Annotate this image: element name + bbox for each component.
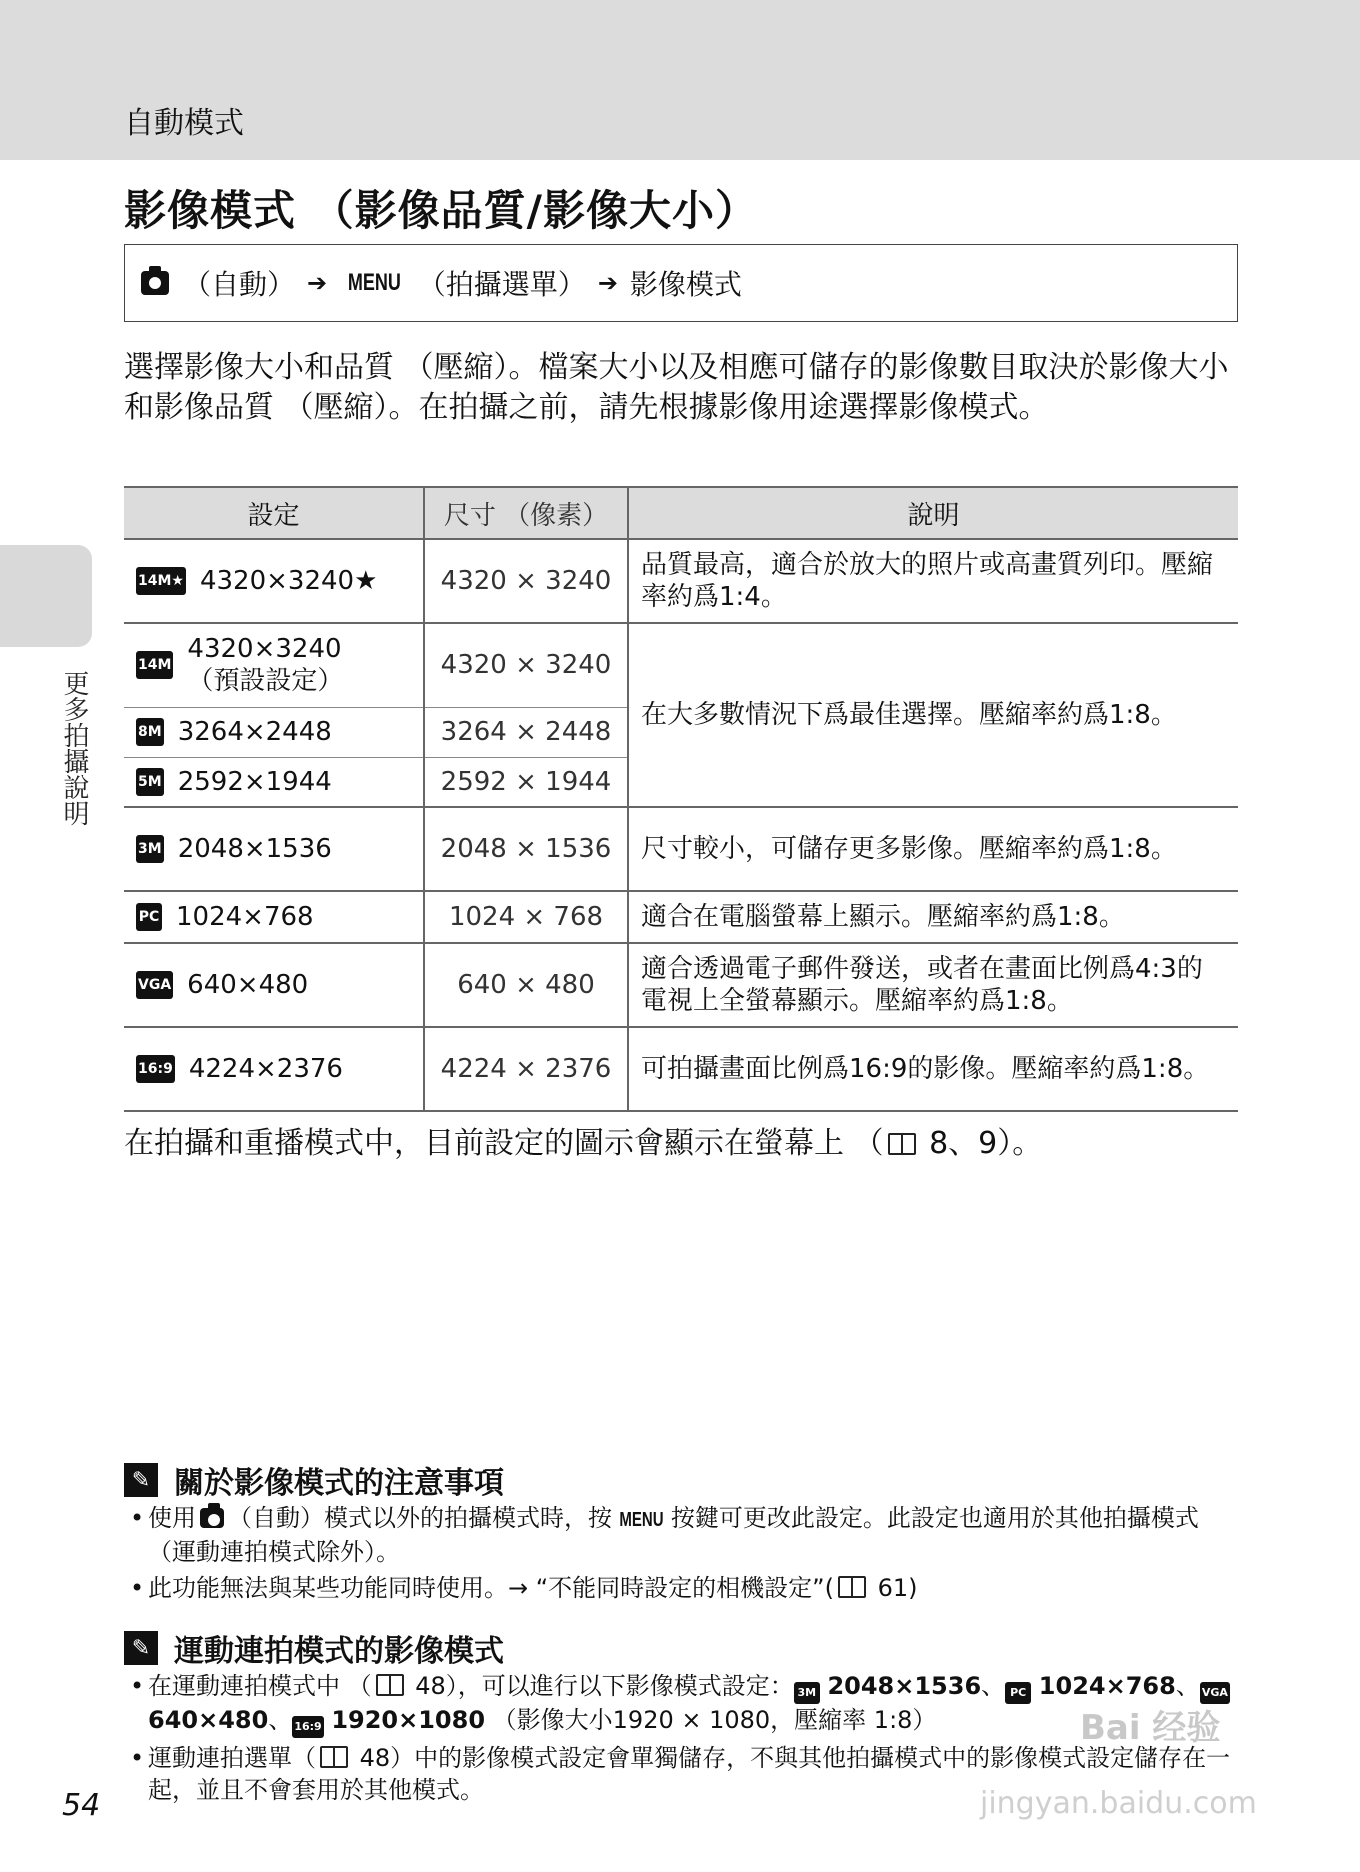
size-value: 3264 × 2448: [424, 707, 628, 757]
mode-14m-star-icon: 14M★: [136, 567, 186, 595]
setting-value: 640×480: [187, 970, 309, 1000]
text-run: 在運動連拍模式中 （: [148, 1672, 372, 1700]
size-value: 4224 × 2376: [424, 1027, 628, 1111]
setting-value: 3264×2448: [177, 717, 332, 747]
text-run: （影像大小1920 × 1080，壓縮率 1:8）: [485, 1706, 937, 1734]
description: 在大多數情況下爲最佳選擇。壓縮率約爲1:8。: [628, 623, 1238, 807]
mode-5m-icon: 5M: [136, 768, 164, 796]
list-item: [130, 1572, 1240, 1604]
text-run: （自動）模式以外的拍攝模式時，按: [228, 1504, 612, 1532]
mode-3m-icon: 3M: [794, 1682, 820, 1704]
intro-paragraph: 選擇影像大小和品質 （壓縮）。檔案大小以及相應可儲存的影像數目取決於影像大小和影像品質 （壓縮）。在拍攝之前，請先根據影像用途選擇影像模式。: [124, 350, 1229, 425]
side-tab: [0, 545, 92, 647]
note-heading-2: [124, 1626, 504, 1670]
setting-value: 4224×2376: [188, 1054, 343, 1084]
watermark-logo: Bai 经验: [1080, 1708, 1221, 1748]
mode-8m-icon: 8M: [136, 718, 164, 746]
setting-value: 2048×1536: [177, 834, 332, 864]
setting-value: 2592×1944: [177, 766, 332, 797]
description: 適合透過電子郵件發送，或者在畫面比例爲4:3的電視上全螢幕顯示。壓縮率約爲1:8。: [628, 943, 1238, 1027]
separator: 、: [981, 1672, 1006, 1700]
after-table-before: 在拍攝和重播模式中，目前設定的圖示會顯示在螢幕上 （: [124, 1126, 884, 1161]
col-header-setting: 設定: [124, 487, 424, 539]
table-row: [124, 1027, 1238, 1111]
list-item: [130, 1502, 1240, 1568]
watermark-url: jingyan.baidu.com: [980, 1786, 1257, 1821]
text-run: 48），可以進行以下影像模式設定：: [407, 1672, 794, 1700]
setting-default-note: （預設設定）: [187, 666, 344, 697]
after-table-text: [124, 1118, 1042, 1162]
text-run: 61): [869, 1574, 918, 1602]
separator: 、: [268, 1706, 293, 1734]
size-value: 1024 × 768: [424, 891, 628, 943]
menu-button-label: MENU: [347, 269, 401, 296]
book-reference-icon: [320, 1746, 348, 1768]
note-pencil-icon: ✎: [124, 1631, 158, 1665]
text-run: 運動連拍選單（: [148, 1744, 316, 1772]
description: 品質最高，適合於放大的照片或高畫質列印。壓縮率約爲1:4。: [628, 539, 1238, 623]
setting-value: 1024×768: [176, 902, 314, 932]
text-run: 48）中的影像模式設定會單獨儲存，不與其他拍攝模式中的影像模式設定儲存在一起，並且不會套用於其他模式。: [148, 1744, 1231, 1804]
size-value: 2048 × 1536: [424, 807, 628, 891]
size-value: 4320 × 3240: [424, 623, 628, 707]
separator: 、: [1175, 1672, 1200, 1700]
arrow-icon: ➔: [307, 269, 328, 297]
mode-3m-icon: 3M: [136, 835, 164, 863]
option-value: 1024×768: [1038, 1672, 1176, 1700]
size-value: 2592 × 1944: [424, 757, 628, 807]
table-row: [124, 539, 1238, 623]
mode-vga-icon: VGA: [1200, 1682, 1230, 1704]
note-title: 關於影像模式的注意事項: [174, 1466, 504, 1501]
image-mode-table: [124, 486, 1238, 1112]
book-reference-icon: [376, 1674, 404, 1696]
note-title: 運動連拍模式的影像模式: [174, 1634, 504, 1669]
book-reference-icon: [838, 1576, 866, 1598]
description: 尺寸較小，可儲存更多影像。壓縮率約爲1:8。: [628, 807, 1238, 891]
text-run: 按鍵可更改此設定。此設定也適用於其他拍攝模式 （運動連拍模式除外）。: [148, 1504, 1199, 1566]
note-list-1: [130, 1502, 1240, 1608]
setting-value: 4320×3240★: [199, 566, 378, 596]
table-row: [124, 623, 1238, 707]
mode-vga-icon: VGA: [136, 971, 173, 999]
mode-pc-icon: PC: [136, 903, 162, 931]
after-table-after: 8、9）。: [919, 1126, 1043, 1161]
size-value: 4320 × 3240: [424, 539, 628, 623]
table-row: [124, 891, 1238, 943]
option-value: 1920×1080: [331, 1706, 486, 1734]
description: 可拍攝畫面比例爲16:9的影像。壓縮率約爲1:8。: [628, 1027, 1238, 1111]
mode-16-9-icon: 16:9: [292, 1716, 323, 1738]
table-row: [124, 943, 1238, 1027]
table-row: [124, 807, 1238, 891]
menu-button-label: MENU: [619, 1509, 664, 1531]
side-tab-label: 更多拍攝說明: [59, 670, 89, 826]
nav-shooting-menu: （拍攝選單）: [417, 268, 586, 301]
note-heading-1: [124, 1458, 504, 1502]
page-title: 影像模式 （影像品質/影像大小）: [124, 186, 758, 235]
mode-14m-icon: 14M: [136, 651, 173, 679]
arrow-icon: ➔: [597, 269, 618, 297]
page-number: 54: [62, 1788, 101, 1823]
text-run: 此功能無法與某些功能同時使用。→ “不能同時設定的相機設定”(: [148, 1574, 834, 1602]
nav-auto: （自動）: [183, 268, 296, 301]
camera-icon: [141, 271, 169, 295]
option-value: 640×480: [148, 1706, 269, 1734]
section-title: 自動模式: [124, 106, 244, 141]
mode-16-9-icon: 16:9: [136, 1055, 175, 1083]
mode-pc-icon: PC: [1005, 1682, 1031, 1704]
book-reference-icon: [888, 1133, 916, 1155]
nav-target: 影像模式: [629, 268, 742, 301]
note-pencil-icon: ✎: [124, 1463, 158, 1497]
camera-icon: [200, 1508, 224, 1528]
menu-path: [124, 244, 1238, 322]
description: 適合在電腦螢幕上顯示。壓縮率約爲1:8。: [628, 891, 1238, 943]
col-header-size: 尺寸 （像素）: [424, 487, 628, 539]
col-header-desc: 說明: [628, 487, 1238, 539]
setting-value: 4320×3240: [187, 634, 342, 665]
option-value: 2048×1536: [827, 1672, 982, 1700]
size-value: 640 × 480: [424, 943, 628, 1027]
list-item: [130, 1670, 1240, 1738]
text-run: 使用: [148, 1504, 196, 1532]
